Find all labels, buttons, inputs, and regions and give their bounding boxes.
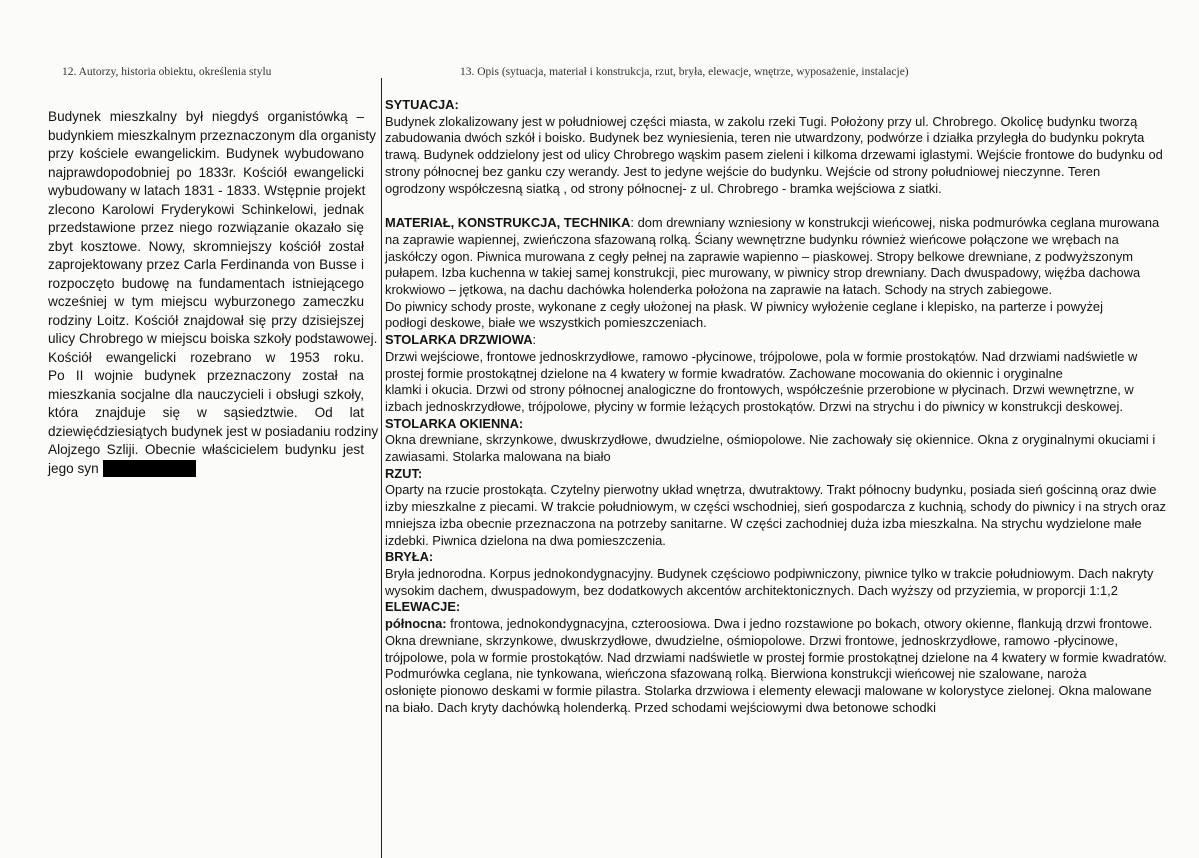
history-line: Alojzego Szliji. Obecnie właścicielem budynku jest <box>48 442 364 457</box>
history-line: Po II wojnie budynek przeznaczony został na <box>48 368 364 383</box>
history-last-line-text: jego syn <box>48 460 99 476</box>
text-line: jaskółczy ogon. Piwnica murowana z cegły pełnej na zaprawie wapienno – piaskowej. Stropy belkowe drewniane, z podwyższonym <box>385 248 1134 264</box>
section-material <box>385 215 1175 332</box>
text-line: osłonięte pionowo deskami w formie pilastra. Stolarka drzwiowa i elementy elewacji malowane w kolorystyce zielonej. Okna malowane <box>385 682 1152 698</box>
history-line: przedstawione przez niego rozwiązanie okazało się <box>48 220 364 235</box>
text-line: prostej formie prostokątnej dzielone na 4 kwatery w formie kwadratów. Zachowane mocowania do okiennic i oryginalne <box>385 365 1063 381</box>
column-divider <box>381 78 382 858</box>
elewacje-heading: ELEWACJE: <box>385 599 461 615</box>
sytuacja-body <box>385 114 1175 198</box>
text-line: izbach jednoskrzydłowe, trójpolowe, płyciny w formie leżących prostokątów. Drzwi na strychu i do piwnicy w konstrukcji deskowej. <box>385 398 1123 414</box>
text-line: pułapem. Izba kuchenna w takiej samej konstrukcji, piec murowany, w piwnicy strop drewniany. Dach dwuspadowy, więźba dachowa <box>385 265 1141 281</box>
text-line: Podmurówka ceglana, nie tynkowana, wieńczona sfazowaną rolką. Bierwiona konstrukcji wieńcowej nie szalowane, naroża <box>385 666 1087 682</box>
history-line: wybudowany w latach 1831 - 1833. Wstępnie projekt <box>48 183 366 198</box>
history-line: przy kościele ewangelickim. Budynek wybudowano <box>48 146 364 161</box>
text-line: wysokim dachem, dwuspadowym, bez dodatkowych akcentów architektonicznych. Dach wyższy od przyziemia, w proporcji 1:1,2 <box>385 582 1118 598</box>
text-line: strony północnej bez ganku czy werandy. Jest to jedyne wejście do budynku. Wejście od strony południowej nieczynne. Teren <box>385 163 1101 179</box>
section-okienna <box>385 416 1175 466</box>
okienna-heading: STOLARKA OKIENNA: <box>385 415 524 431</box>
text-line: Oparty na rzucie prostokąta. Czytelny pierwotny układ wnętrza, dwutraktowy. Trakt północny budynku, posiada sień gościnną oraz dwie <box>385 482 1157 498</box>
okienna-body <box>385 432 1175 465</box>
text-line: ogrodzony współczesną siatką , od strony północnej- z ul. Chrobrego - bramka wejściowa z siatki. <box>385 180 942 196</box>
text-line: Budynek zlokalizowany jest w południowej części miasta, w zakolu rzeki Tugi. Położony przy ul. Chrobrego. Okolicę budynku tworzą <box>385 113 1138 129</box>
section-bryla <box>385 549 1175 599</box>
text-line: na biało. Dach kryty dachówką holenderką. Przed schodami wejściowymi dwa betonowe schodki <box>385 699 936 715</box>
history-line: Kościół ewangelicki rozebrano w 1953 roku. <box>48 349 364 365</box>
text-line: na zaprawie wapiennej, zwieńczona sfazowaną rolką. Ściany wewnętrzne budynku również wieńcowe połączone we wrębach na <box>385 231 1119 247</box>
history-line: mieszkania socjalne dla nauczycieli i obsługi szkoły, <box>48 386 364 402</box>
text-line: izby mieszkalne z piecami. W trakcie południowym, w części wschodniej, sień gospodarcza z kuchnią, schody do piwnicy i na strych oraz <box>385 499 1166 515</box>
description-text <box>385 97 1175 716</box>
left-column-header: 12. Autorzy, historia obiektu, określenia stylu <box>62 66 272 78</box>
text-line: Okna drewniane, skrzynkowe, dwuskrzydłowe, dwudzielne, ośmiopolowe. Drzwi frontowe, jednoskrzydłowe, ramowo -płycinowe, <box>385 632 1118 648</box>
history-line: rodziny Loitz. Kościół znajdował się przy dzisiejszej <box>48 312 364 328</box>
rzut-body <box>385 482 1175 549</box>
redaction-block <box>103 460 196 477</box>
bryla-body <box>385 566 1175 599</box>
text-line: klamki i okucia. Drzwi od strony północnej analogiczne do frontowych, współcześnie przerobione w płycinach. Drzwi wewnętrzne, w <box>385 382 1134 398</box>
elewacje-polnocna-label: północna: <box>385 616 447 632</box>
right-column-header: 13. Opis (sytuacja, materiał i konstrukcja, rzut, bryła, elewacje, wnętrze, wyposażenie, instalacje) <box>460 66 909 78</box>
text-line: Drzwi wejściowe, frontowe jednoskrzydłowe, ramowo -płycinowe, trójpolowe, pola w formie prostokątów. Nad drzwiami nadświetle w <box>385 348 1138 364</box>
material-first-line <box>385 215 1175 232</box>
elewacje-body <box>385 633 1175 717</box>
drzwiowa-heading-line <box>385 332 1175 349</box>
sytuacja-heading: SYTUACJA: <box>385 97 459 112</box>
text-line: izdebki. Piwnica dzielona na dwa pomieszczenia. <box>385 532 666 548</box>
history-line: zbyt kosztowe. Nowy, skromniejszy kościół został <box>48 238 364 254</box>
drzwiowa-heading-suffix: : <box>532 332 537 348</box>
rzut-heading: RZUT: <box>385 465 423 481</box>
elewacje-first-line-rest: frontowa, jednokondygnacyjna, czteroosiowa. Dwa i jedno rozstawione po bokach, otwory okienne, flankują drzwi frontowe. <box>446 616 1153 632</box>
text-line: zabudowania dwóch szkół i boisko. Budynek bez wyniesienia, teren nie utwardzony, podwórze i działka przyległa do budynku pokryta <box>385 130 1145 146</box>
history-line: najprawdopodobniej po 1833r. Kościół ewangelicki <box>48 164 364 180</box>
material-body <box>385 232 1175 332</box>
text-line: mniejsza izba obecnie przeznaczona na potrzeby sanitarne. W części zachodniej duża izba mieszkalna. Na strychu wydzielone małe <box>385 515 1142 531</box>
elewacje-first-line <box>385 616 1175 633</box>
history-line: która znajduje się w sąsiedztwie. Od lat <box>48 405 364 420</box>
text-line: zawiasami. Stolarka malowana na biało <box>385 449 611 465</box>
drzwiowa-heading: STOLARKA DRZWIOWA <box>385 332 533 348</box>
history-last-line <box>48 460 364 479</box>
history-line: Budynek mieszkalny był niegdyś organistówką – <box>48 109 364 124</box>
text-line: podłogi deskowe, białe we wszystkich pomieszczeniach. <box>385 315 707 331</box>
drzwiowa-body <box>385 349 1175 416</box>
section-drzwiowa <box>385 332 1175 416</box>
history-paragraph <box>48 108 379 460</box>
history-line: budynkiem mieszkalnym przeznaczonym dla organisty <box>48 127 376 143</box>
section-rzut <box>385 466 1175 550</box>
text-line: Okna drewniane, skrzynkowe, dwuskrzydłowe, dwudzielne, ośmiopolowe. Nie zachowały się okiennice. Okna z oryginalnymi okuciami i <box>385 432 1156 448</box>
history-line: zaprojektowany przez Carla Ferdinanda von Busse i <box>48 257 364 272</box>
material-heading: MATERIAŁ, KONSTRUKCJA, TECHNIKA <box>385 215 631 231</box>
text-line: krokwiowo – jętkowa, na dachu dachówka holenderka położona na zaprawie na łatach. Schody na strych zabiegowe. <box>385 282 1053 298</box>
bryla-heading: BRYŁA: <box>385 549 434 565</box>
history-line: ulicy Chrobrego w miejscu boiska szkoły podstawowej. <box>48 331 378 346</box>
material-first-line-rest: : dom drewniany wzniesiony w konstrukcji wieńcowej, niska podmurówka ceglana murowana <box>630 215 1160 231</box>
history-line: dziewięćdziesiątych budynek jest w posiadaniu rodziny <box>48 423 379 439</box>
section-elewacje <box>385 599 1175 716</box>
history-line: rozpoczęto budowę na fundamentach istniejącego <box>48 275 364 291</box>
text-line: trójpolowe, pola w formie prostokątów. Nad drzwiami nadświetle w prostej formie prostokątnej dzielone na 4 kwatery w formie kwadratów. <box>385 649 1167 665</box>
text-line: Bryła jednorodna. Korpus jednokondygnacyjny. Budynek częściowo podpiwniczony, piwnice tylko w trakcie południowym. Dach nakryty <box>385 565 1154 581</box>
text-line: Do piwnicy schody proste, wykonane z cegły ułożonej na płask. W piwnicy wyłożenie ceglane i klepisko, na parterze i powyżej <box>385 298 1103 314</box>
text-line: trawą. Budynek oddzielony jest od ulicy Chrobrego wąskim pasem zieleni i kilkoma drzewami iglastymi. Wejście frontowe do budynku od <box>385 147 1163 163</box>
history-line: zlecono Karolowi Fryderykowi Schinkelowi, jednak <box>48 201 364 217</box>
history-line: wcześniej w tym miejscu wyburzonego zameczku <box>48 294 364 309</box>
section-sytuacja <box>385 97 1175 197</box>
history-text <box>48 108 379 478</box>
